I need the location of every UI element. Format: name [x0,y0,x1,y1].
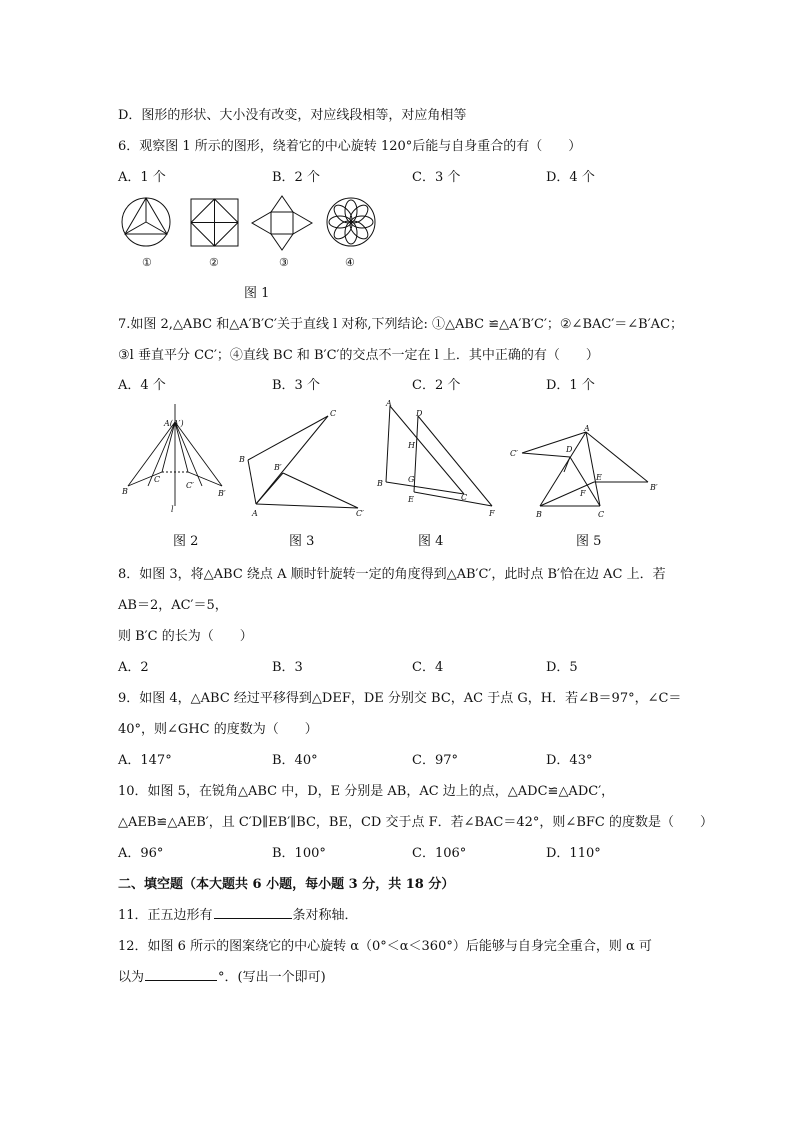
fig1-caption: 图 1 [244,286,270,301]
fig1-square [191,199,238,246]
fig3-label-c: C [330,409,337,418]
q12-after: °．(写出一个即可) [218,970,326,985]
fig5-label-a: A [584,424,590,433]
q7-stem-line1: 7.如图 2,△ABC 和△A′B′C′关于直线 l 对称,下列结论: ①△ABC ≌△A′B′C′；②∠BAC′＝∠B′AC； [118,317,684,332]
q8-stem-line2: AB＝2，AC′＝5， [118,598,228,613]
q11-before: 11．正五边形有 [118,908,213,923]
fig1-circle-triangle [122,198,170,246]
q11 [118,904,358,923]
fig4-label-f: F [489,509,495,518]
q9-option-a: A．147° [118,753,172,768]
fig5-diagram [508,420,668,520]
q7-stem-line2: ③l 垂直平分 CC′；④直线 BC 和 B′C′的交点不一定在 l 上．其中正确的有（ ） [118,348,599,363]
q5-option-d: D．图形的形状、大小没有改变，对应线段相等，对应角相等 [118,108,467,123]
q8-option-b: B．3 [272,660,303,675]
q8-options [118,656,678,674]
q9-stem-line2: 40°，则∠GHC 的度数为（ ） [118,722,318,737]
q6-option-d: D．4 个 [546,170,595,185]
q6-option-c: C．3 个 [412,170,461,185]
fig5-label-e: E [596,473,602,482]
q10-option-c: C．106° [412,846,467,861]
q12-before: 以为 [118,970,145,985]
fig1-label-4: ④ [345,256,355,269]
q7-option-b: B．3 个 [272,378,320,393]
fig2-label-l: l [171,505,174,514]
fig1-flower [327,198,375,246]
fig3-caption: 图 3 [289,534,315,549]
q12-line2 [118,966,326,985]
q6-options [118,166,678,184]
q11-answer-blank[interactable] [214,906,292,919]
fig1-shapes [118,194,418,254]
q7-option-c: C．2 个 [412,378,461,393]
fig2-diagram [118,402,228,512]
fig2-label-b-prime: B′ [218,489,226,498]
fig3-diagram [236,404,376,518]
q8-option-c: C．4 [412,660,444,675]
fig5-label-f: F [580,489,586,498]
q7-option-a: A．4 个 [118,378,166,393]
fig4-label-a: A [386,399,392,408]
fig4-diagram [372,398,502,518]
q10-stem-line2: △AEB≌△AEB′，且 C′D∥EB′∥BC，BE，CD 交于点 F．若∠BAC＝42°，则∠BFC 的度数是（ ） [118,815,713,830]
fig5-label-b-prime: B′ [650,483,658,492]
fig4-label-b: B [377,479,383,488]
fig4-caption: 图 4 [418,534,444,549]
fig5-label-c-prime: C′ [510,449,518,458]
fig2-label-b: B [122,487,128,496]
q6-option-a: A．1 个 [118,170,166,185]
q9-options [118,749,678,767]
fig4-label-d: D [416,409,423,418]
section-2-heading: 二、填空题（本大题共 6 小题，每小题 3 分，共 18 分） [118,877,455,892]
fig1-pinwheel [252,196,312,250]
q6-option-b: B．2 个 [272,170,320,185]
fig5-label-c: C [598,510,605,519]
q8-option-a: A．2 [118,660,149,675]
q7-option-d: D．1 个 [546,378,595,393]
fig4-label-h: H [408,441,415,450]
q10-stem-line1: 10．如图 5，在锐角△ABC 中，D，E 分别是 AB，AC 边上的点，△ADC≌△ADC′， [118,784,615,799]
q10-option-a: A．96° [118,846,164,861]
q12-answer-blank[interactable] [145,968,217,981]
fig4-label-c: C [461,493,468,502]
q10-options [118,842,678,860]
fig3-label-b: B [239,455,245,464]
fig5-label-d: D [566,445,573,454]
q8-option-d: D．5 [546,660,578,675]
q9-option-b: B．40° [272,753,318,768]
q11-after: 条对称轴． [292,908,358,923]
fig4-label-g: G [408,475,415,484]
fig3-label-a: A [252,509,258,518]
fig2-label-c: C [154,475,161,484]
fig2-label-c-prime: C′ [186,481,194,490]
q6-stem: 6．观察图 1 所示的图形，绕着它的中心旋转 120°后能与自身重合的有（ ） [118,139,582,154]
fig1-label-3: ③ [279,256,289,269]
fig1-label-1: ① [142,256,152,269]
q12-line1: 12．如图 6 所示的图案绕它的中心旋转 α（0°＜α＜360°）后能够与自身完全重合，则 α 可 [118,939,652,954]
q8-stem-line3: 则 B′C 的长为（ ） [118,629,253,644]
fig1-label-2: ② [209,256,219,269]
q10-option-b: B．100° [272,846,326,861]
fig5-caption: 图 5 [576,534,602,549]
fig3-label-b-prime: B′ [274,463,282,472]
fig4-label-e: E [408,495,414,504]
fig2-label-a: A(A′) [164,419,184,428]
q9-option-d: D．43° [546,753,593,768]
q7-options [118,374,678,392]
q8-stem-line1: 8．如图 3，将△ABC 绕点 A 顺时针旋转一定的角度得到△AB′C′，此时点 B′恰在边 AC 上．若 [118,567,666,582]
q9-stem-line1: 9．如图 4，△ABC 经过平移得到△DEF，DE 分别交 BC，AC 于点 G，H．若∠B＝97°，∠C＝ [118,691,682,706]
fig2-caption: 图 2 [173,534,199,549]
fig3-label-c-prime: C′ [356,509,364,518]
q9-option-c: C．97° [412,753,458,768]
q10-option-d: D．110° [546,846,601,861]
fig5-label-b: B [536,510,542,519]
